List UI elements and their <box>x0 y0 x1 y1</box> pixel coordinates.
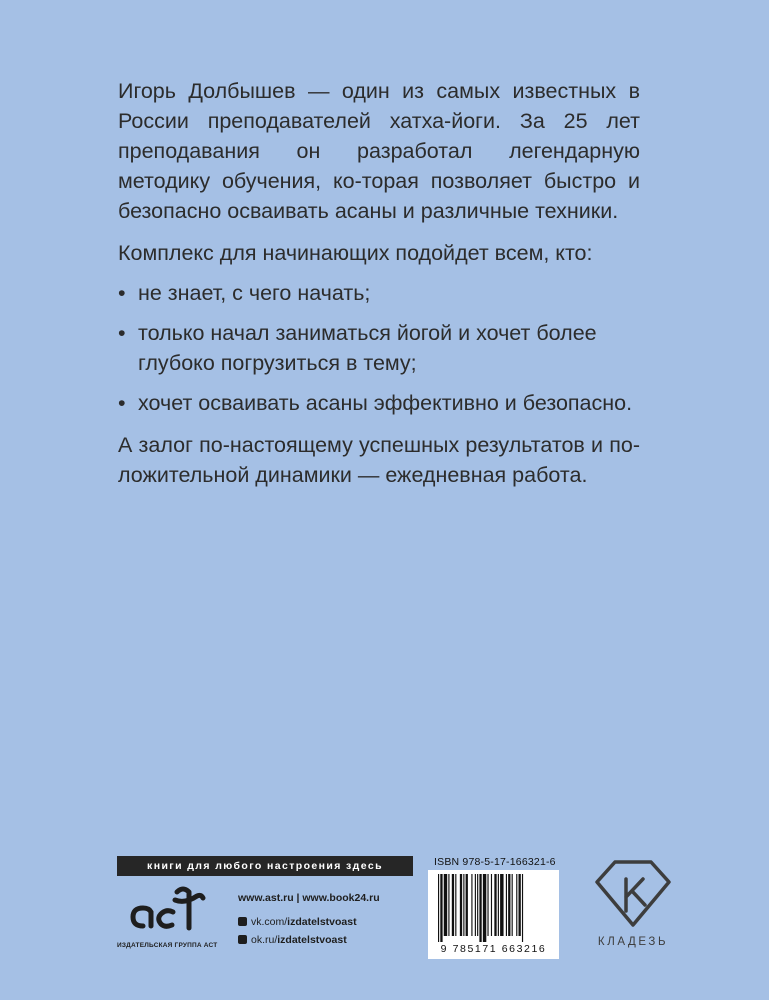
barcode-bar <box>477 874 478 936</box>
publisher-tagline: книги для любого настроения здесь <box>117 856 413 876</box>
publisher-caption: ИЗДАТЕЛЬСКАЯ ГРУППА АСТ <box>117 942 218 949</box>
list-item <box>118 278 640 308</box>
author-intro: Игорь Долбышев — один из самых известных в России преподавателей хатха-йоги. За 25 лет преподавания он разработал легендарную методику обучения, ко-торая позволяет быстро и безопасно осваивать асаны и различные техники. <box>118 79 640 223</box>
barcode-bar <box>471 874 472 936</box>
ok-handle: izdatelstvoast <box>277 934 347 946</box>
vk-link[interactable] <box>238 914 380 932</box>
bullet-marker: • <box>118 321 126 345</box>
barcode-bar <box>448 874 449 936</box>
barcode-icon <box>434 874 553 942</box>
ok-link[interactable] <box>238 932 380 950</box>
barcode-bar <box>463 874 464 936</box>
ok-prefix: ok.ru/ <box>251 934 278 946</box>
barcode-bar <box>491 874 492 936</box>
vk-icon <box>238 917 247 926</box>
barcode-bar <box>500 874 503 936</box>
barcode-bar <box>455 874 456 936</box>
list-item-text: только начал заниматься йогой и хочет более глубоко погрузиться в тему; <box>138 321 597 375</box>
barcode-bar <box>498 874 499 936</box>
isbn-barcode <box>428 855 559 959</box>
back-cover-description <box>118 76 640 490</box>
isbn-number: ISBN 978-5-17-166321-6 <box>434 856 556 868</box>
barcode-bar <box>444 874 447 936</box>
barcode-bar <box>494 874 496 936</box>
barcode-bar <box>483 874 486 942</box>
barcode-bar <box>475 874 476 936</box>
closing-paragraph: А залог по-настоящему успешных результатов и по-ложительной динамики — ежедневная работа. <box>118 433 640 487</box>
list-item <box>118 318 640 378</box>
barcode-bar <box>522 874 523 942</box>
barcode-bar <box>508 874 510 936</box>
barcode-bar <box>438 874 439 942</box>
ean-digits: 9 785171 663216 <box>440 943 547 955</box>
barcode-bar <box>506 874 507 936</box>
barcode-bar <box>452 874 454 936</box>
barcode-panel <box>428 870 559 959</box>
barcode-bar <box>466 874 468 936</box>
barcode-bar <box>460 874 462 936</box>
ast-logo-icon <box>129 882 209 940</box>
vk-handle: izdatelstvoast <box>287 916 357 928</box>
publisher-links <box>238 890 380 950</box>
imprint-logo <box>593 855 673 955</box>
bullet-marker: • <box>118 391 126 415</box>
imprint-name: КЛАДЕЗЬ <box>597 936 669 948</box>
ok-icon <box>238 935 247 944</box>
barcode-bar <box>440 874 442 942</box>
bullet-marker: • <box>118 281 126 305</box>
barcode-bar <box>479 874 481 942</box>
vk-prefix: vk.com/ <box>251 916 288 928</box>
diamond-k-icon <box>593 855 673 933</box>
barcode-bar <box>512 874 513 936</box>
publisher-logo <box>117 882 227 952</box>
audience-lead: Комплекс для начинающих подойдет всем, кто: <box>118 241 593 265</box>
barcode-bar <box>487 874 488 936</box>
list-item-text: не знает, с чего начать; <box>138 281 371 305</box>
barcode-bar <box>516 874 517 936</box>
list-item-text: хочет осваивать асаны эффективно и безопасно. <box>138 391 633 415</box>
audience-list <box>118 278 640 418</box>
barcode-bar <box>519 874 521 936</box>
website-links[interactable]: www.ast.ru | www.book24.ru <box>238 892 380 904</box>
list-item <box>118 388 640 418</box>
